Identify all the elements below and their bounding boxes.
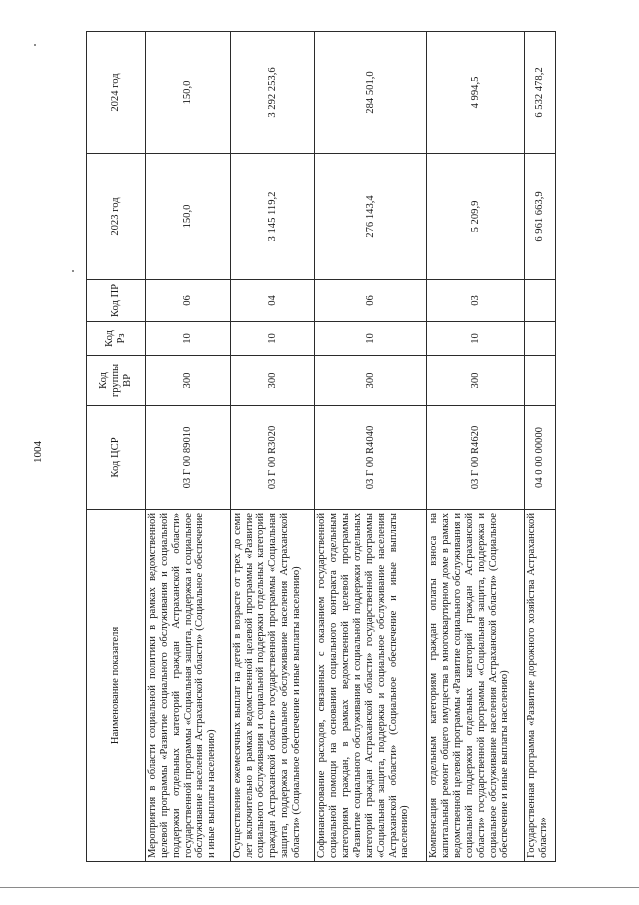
row-pr: 04 [230, 280, 315, 322]
row-pr [525, 280, 556, 322]
row-2023: 150,0 [146, 154, 231, 280]
header-2024: 2024 год [87, 32, 146, 154]
table-header-row [87, 32, 146, 862]
budget-table [86, 31, 556, 862]
page-number: 1004 [32, 441, 44, 463]
row-2024: 6 532 478,2 [525, 32, 556, 154]
row-csr: 03 Г 00 R3020 [230, 406, 315, 510]
budget-table-wrapper [86, 32, 556, 862]
row-rz: 10 [230, 322, 315, 356]
row-vr [525, 356, 556, 406]
row-vr: 300 [315, 356, 427, 406]
table-row [146, 32, 231, 862]
row-2024: 150,0 [146, 32, 231, 154]
row-vr: 300 [230, 356, 315, 406]
row-2023: 6 961 663,9 [525, 154, 556, 280]
header-2023: 2023 год [87, 154, 146, 280]
row-csr: 03 Г 00 R4040 [315, 406, 427, 510]
header-rz: Код Рз [87, 322, 146, 356]
table-row [525, 32, 556, 862]
row-csr: 03 Г 00 R4620 [427, 406, 525, 510]
row-name: Компенсация отдельным категориям граждан оплаты взноса на капитальный ремонт общего имущества в многоквартирном доме в рамках ведомственной целевой программы «Развитие социального обслуживания и социальной поддержки отдельных категорий граждан Астраханской области» государственной программы «Социальная защита, поддержка и социальное обслуживание населения Астраханской области» (Социальное обеспечение и иные выплаты населению) [427, 510, 525, 862]
table-row [427, 32, 525, 862]
row-name: Осуществление ежемесячных выплат на детей в возрасте от трех до семи лет включительно в рамках ведомственной целевой программы «Развитие социального обслуживания и социальной поддержки отдельных категорий граждан Астраханской области» государственной программы «Социальная защита, поддержка и социальное обслуживание населения Астраханской области» (Социальное обеспечение и иные выплаты населению) [230, 510, 315, 862]
rotated-table-container [86, 32, 556, 862]
row-2024: 3 292 253,6 [230, 32, 315, 154]
row-name: Мероприятия в области социальной политики в рамках ведомственной целевой программы «Развитие социального обслуживания и социальной поддержки отдельных категорий граждан Астраханской области» государственной программы «Социальная защита, поддержка и социальное обслуживание населения Астраханской области» (Социальное обеспечение и иные выплаты населению) [146, 510, 231, 862]
header-csr: Код ЦСР [87, 406, 146, 510]
row-2023: 3 145 119,2 [230, 154, 315, 280]
row-2024: 284 501,0 [315, 32, 427, 154]
scan-speck [34, 44, 36, 46]
header-name: Наименование показателя [87, 510, 146, 862]
row-pr: 06 [146, 280, 231, 322]
row-rz [525, 322, 556, 356]
row-name: Государственная программа «Развитие дорожного хозяйства Астраханской области» [525, 510, 556, 862]
header-pr: Код ПР [87, 280, 146, 322]
table-row [315, 32, 427, 862]
row-name: Софинансирование расходов, связанных с оказанием государственной социальной помощи на основании социального контракта отдельным категориям граждан, в рамках ведомственной целевой программы «Развитие социального обслуживания и социальной поддержки отдельных категорий граждан Астраханской области» государственной программы «Социальная защита, поддержка и социальное обслуживание населения Астраханской области» (Социальное обеспечение и иные выплаты населению) [315, 510, 427, 862]
row-csr: 04 0 00 00000 [525, 406, 556, 510]
scan-edge-line [0, 887, 639, 888]
row-rz: 10 [315, 322, 427, 356]
row-vr: 300 [146, 356, 231, 406]
row-pr: 03 [427, 280, 525, 322]
table-row [230, 32, 315, 862]
row-csr: 03 Г 00 89010 [146, 406, 231, 510]
row-pr: 06 [315, 280, 427, 322]
header-vr: Код группы ВР [87, 356, 146, 406]
row-rz: 10 [146, 322, 231, 356]
row-2024: 4 994,5 [427, 32, 525, 154]
row-2023: 276 143,4 [315, 154, 427, 280]
row-rz: 10 [427, 322, 525, 356]
row-2023: 5 209,9 [427, 154, 525, 280]
row-vr: 300 [427, 356, 525, 406]
scan-speck [72, 270, 74, 272]
